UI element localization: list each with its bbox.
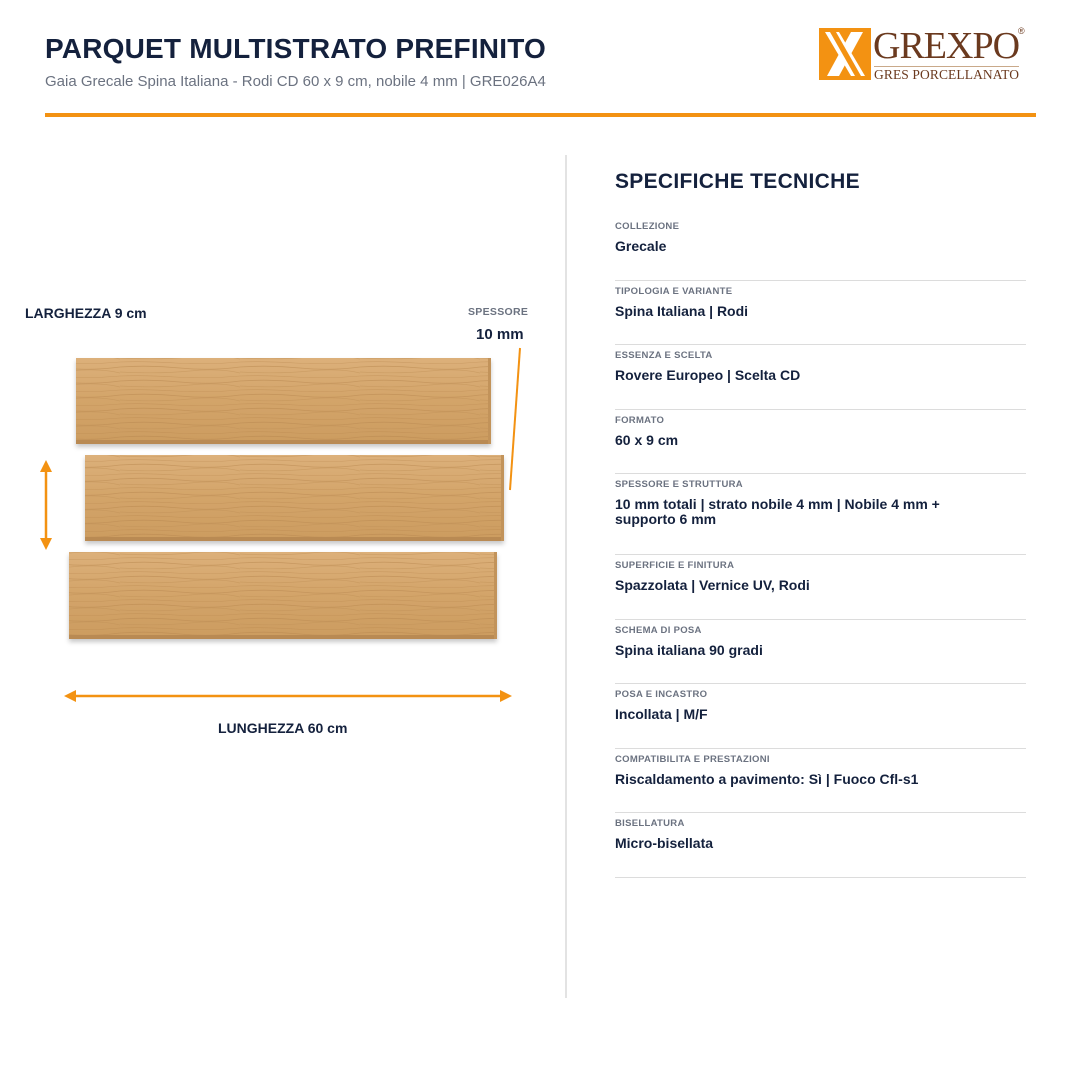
spec-value: Riscaldamento a pavimento: Sì | Fuoco Cfl-s1	[615, 770, 919, 787]
spec-essenza	[615, 350, 1026, 410]
thickness-leader-line	[510, 348, 520, 490]
length-label: LUNGHEZZA 60 cm	[218, 720, 348, 736]
page-title: PARQUET MULTISTRATO PREFINITO	[45, 33, 546, 64]
thickness-value: 10 mm	[476, 326, 524, 343]
spec-label: COLLEZIONE	[615, 221, 680, 232]
spec-bisellatura	[615, 818, 1026, 878]
logo-registered-mark: ®	[1018, 26, 1025, 36]
spec-schema-posa	[615, 625, 1026, 685]
spec-value: Grecale	[615, 238, 667, 254]
specs-list	[615, 221, 1026, 878]
spec-label: TIPOLOGIA E VARIANTE	[615, 285, 733, 297]
spec-collezione	[615, 221, 1026, 281]
spec-label: COMPATIBILITA E PRESTAZIONI	[615, 753, 770, 765]
spec-value: Spazzolata | Vernice UV, Rodi	[615, 577, 810, 593]
spec-value: Incollata | M/F	[615, 706, 708, 722]
plank-middle	[85, 455, 504, 541]
logo-wordmark: GREXPO	[873, 25, 1020, 67]
spec-posa-incastro	[615, 689, 1026, 749]
spec-tipologia	[615, 286, 1026, 346]
page-subtitle: Gaia Grecale Spina Italiana - Rodi CD 60 x 9 cm, nobile 4 mm | GRE026A4	[45, 73, 546, 90]
width-arrow-icon	[40, 460, 52, 550]
spec-superficie	[615, 560, 1026, 620]
spec-label: BISELLATURA	[615, 818, 685, 829]
specs-title: SPECIFICHE TECNICHE	[615, 170, 860, 193]
thickness-caption: SPESSORE	[468, 306, 529, 318]
spec-label: ESSENZA E SCELTA	[615, 350, 713, 361]
spec-label: FORMATO	[615, 414, 665, 426]
logo-x-mark-icon	[819, 28, 871, 80]
spec-value: Micro-bisellata	[615, 835, 714, 851]
spec-value: Rovere Europeo | Scelta CD	[615, 367, 801, 383]
plank-drawing	[0, 300, 560, 720]
spec-label: POSA E INCASTRO	[615, 689, 708, 700]
spec-value: 60 x 9 cm	[615, 431, 679, 448]
length-arrow-icon	[64, 690, 512, 702]
plank-bottom	[69, 552, 497, 639]
spec-label: SCHEMA DI POSA	[615, 624, 702, 636]
spec-label: SUPERFICIE E FINITURA	[615, 560, 735, 571]
spec-compatibilita	[615, 754, 1026, 814]
spec-value: 10 mm totali | strato nobile 4 mm | Nobile 4 mm + supporto 6 mm	[615, 496, 940, 527]
spec-value: Spina italiana 90 gradi	[615, 641, 763, 658]
width-label: LARGHEZZA 9 cm	[25, 305, 147, 321]
spec-label: SPESSORE E STRUTTURA	[615, 479, 743, 490]
brand-logo	[819, 26, 1031, 82]
header-divider	[45, 113, 1036, 117]
spec-value: Spina Italiana | Rodi	[615, 302, 749, 319]
column-divider	[565, 155, 567, 998]
logo-tagline: GRES PORCELLANATO	[874, 67, 1020, 82]
spec-spessore	[615, 479, 1026, 555]
spec-formato	[615, 415, 1026, 475]
plank-top	[76, 358, 491, 444]
